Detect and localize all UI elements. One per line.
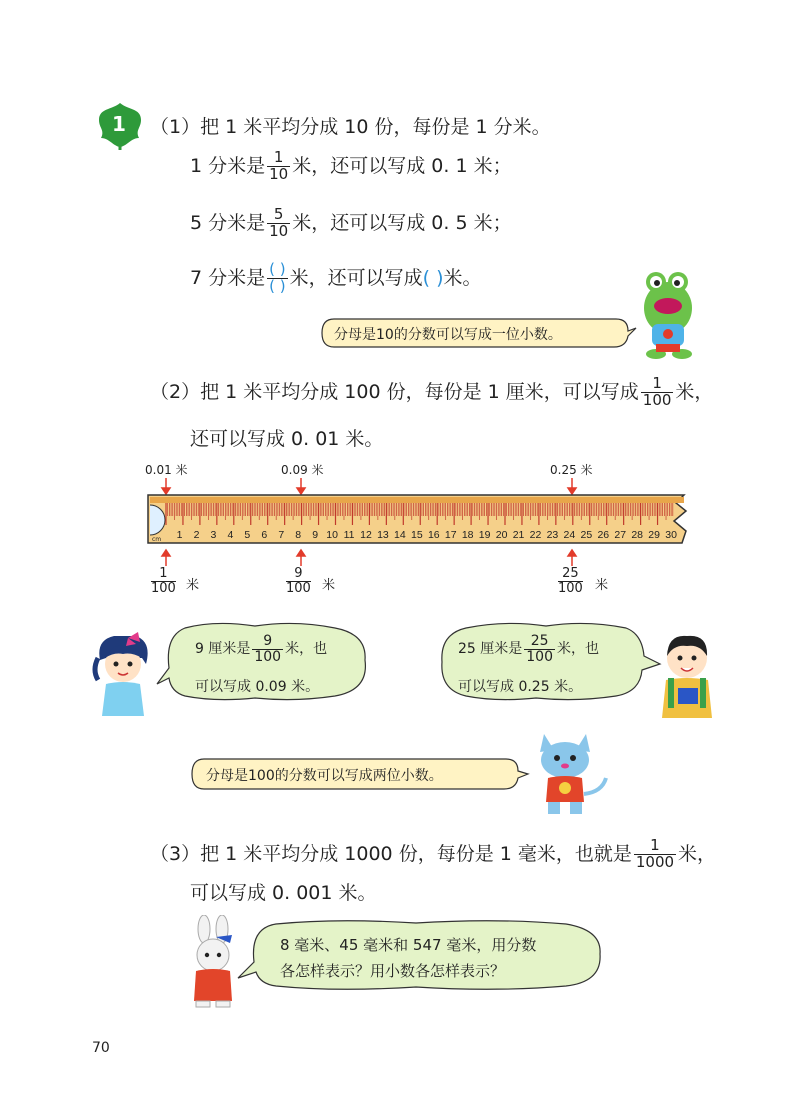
fraction-numerator: 9 — [286, 567, 311, 582]
ruler-number: 29 — [648, 529, 660, 541]
ruler-number: 27 — [614, 529, 627, 541]
fraction-denominator: 10 — [269, 164, 289, 183]
boy-speech-bubble — [436, 622, 662, 702]
text-span: 7 分米是 — [190, 266, 266, 289]
frog-speech-bubble — [320, 318, 638, 348]
ruler-number: 21 — [512, 529, 525, 541]
fraction — [634, 838, 676, 871]
ruler-number: 3 — [210, 529, 217, 541]
girl-bubble-line1 — [195, 634, 327, 664]
ruler-top-label: 0.09 米 — [281, 463, 324, 477]
ruler-number: 7 — [278, 529, 285, 541]
ruler-number: 17 — [444, 529, 457, 541]
ruler-number: 8 — [295, 529, 302, 541]
blank-denominator[interactable]: ( ) — [269, 276, 286, 295]
page-number: 70 — [92, 1040, 110, 1056]
ruler-number: 24 — [563, 529, 576, 541]
ruler-number: 9 — [312, 529, 319, 541]
part1-line2 — [190, 150, 512, 183]
rabbit-bubble-line2: 各怎样表示？用小数各怎样表示？ — [280, 962, 506, 980]
unit-label: 米 — [595, 578, 609, 593]
leaf-badge — [95, 100, 145, 150]
fraction-numerator: 5 — [267, 207, 290, 224]
ruler-unit: cm — [152, 536, 162, 543]
fraction — [267, 150, 290, 183]
fraction — [252, 634, 283, 664]
ruler-bottom-fraction — [286, 567, 311, 595]
part2-line1 — [150, 376, 713, 409]
fraction — [641, 376, 674, 409]
ruler-number: 25 — [580, 529, 593, 541]
ruler-number: 20 — [495, 529, 508, 541]
ruler-top-label: 0.25 米 — [550, 463, 593, 477]
part3-line1 — [150, 838, 716, 871]
text-span: 米，还可以写成 0. 1 米； — [292, 154, 512, 177]
ruler-number: 22 — [529, 529, 542, 541]
frog-bubble-text: 分母是10的分数可以写成一位小数。 — [334, 327, 562, 343]
ruler-graphic — [146, 493, 696, 545]
cat-character — [530, 728, 610, 818]
part2-line2: 还可以写成 0. 01 米。 — [190, 428, 384, 450]
text-span: 米，还可以写成 — [289, 266, 423, 289]
fraction-denominator: 100 — [254, 648, 282, 665]
unit-label: 米 — [186, 578, 200, 593]
ruler-number: 5 — [244, 529, 251, 541]
ruler-number: 16 — [427, 529, 440, 541]
ruler-number: 18 — [461, 529, 474, 541]
badge-number: 1 — [112, 112, 126, 136]
part1-line1: （1）把 1 米平均分成 10 份，每份是 1 分米。 — [150, 116, 551, 138]
ruler-bottom-fraction — [558, 567, 583, 595]
text-span: 9 厘米是 — [195, 641, 251, 658]
text-span: 米，也 — [557, 641, 599, 658]
boy-bubble-line1 — [458, 634, 599, 664]
fraction-numerator: 1 — [641, 376, 674, 393]
ruler-top-label: 0.01 米 — [145, 463, 188, 477]
text-span: 1 分米是 — [190, 154, 266, 177]
fraction-numerator: 1 — [267, 150, 290, 167]
girl-character — [92, 630, 154, 718]
fraction-denominator: 100 — [151, 580, 176, 596]
fraction-numerator: 9 — [252, 634, 283, 650]
fraction-numerator: 1 — [151, 567, 176, 582]
ruler-bottom-fraction — [151, 567, 176, 595]
text-span: 25 厘米是 — [458, 641, 523, 658]
fraction-numerator: 25 — [558, 567, 583, 582]
fraction-numerator: 25 — [524, 634, 555, 650]
blank-numerator[interactable]: ( ) — [269, 260, 286, 278]
ruler-number: 14 — [394, 529, 406, 541]
fraction-numerator: 1 — [634, 838, 676, 855]
boy-character — [656, 628, 718, 720]
fraction — [267, 207, 290, 240]
ruler-number: 11 — [343, 529, 355, 541]
part1-line3 — [190, 207, 512, 240]
cat-speech-bubble — [190, 758, 530, 790]
ruler — [146, 493, 696, 545]
frog-character — [632, 268, 702, 363]
ruler-number: 15 — [411, 529, 423, 541]
fraction-denominator: 100 — [642, 390, 672, 409]
fraction-denominator: 100 — [558, 580, 583, 596]
answer-blank[interactable]: ( ) — [422, 266, 444, 289]
boy-bubble-line2: 可以写成 0.25 米。 — [458, 679, 583, 695]
ruler-number: 6 — [261, 529, 268, 541]
ruler-number: 10 — [326, 529, 338, 541]
fraction-denominator: 10 — [269, 221, 289, 240]
ruler-number: 23 — [546, 529, 559, 541]
ruler-number: 2 — [193, 529, 200, 541]
rabbit-speech-bubble — [236, 920, 606, 990]
ruler-number: 1 — [176, 529, 183, 541]
ruler-number: 19 — [478, 529, 491, 541]
rabbit-bubble-line1: 8 毫米、45 毫米和 547 毫米，用分数 — [280, 936, 537, 954]
text-span: 米， — [678, 842, 717, 865]
unit-label: 米 — [322, 578, 336, 593]
part1-line4 — [190, 262, 482, 295]
fraction-denominator: 100 — [286, 580, 311, 596]
fraction — [524, 634, 555, 664]
text-span: 米，还可以写成 0. 5 米； — [292, 211, 512, 234]
text-span: 米， — [675, 380, 714, 403]
ruler-number: 26 — [597, 529, 610, 541]
text-span: （2）把 1 米平均分成 100 份，每份是 1 厘米，可以写成 — [150, 380, 639, 403]
blank-fraction[interactable] — [267, 262, 287, 295]
text-span: 5 分米是 — [190, 211, 266, 234]
text-span: 米，也 — [285, 641, 328, 658]
ruler-number: 12 — [360, 529, 372, 541]
fraction-denominator: 1000 — [635, 852, 675, 871]
fraction-denominator: 100 — [526, 648, 553, 665]
ruler-number: 4 — [227, 529, 234, 541]
cat-bubble-text: 分母是100的分数可以写成两位小数。 — [206, 768, 443, 784]
part3-line2: 可以写成 0. 001 米。 — [190, 882, 377, 904]
text-span: （3）把 1 米平均分成 1000 份，每份是 1 毫米，也就是 — [150, 842, 632, 865]
ruler-number: 13 — [377, 529, 389, 541]
ruler-number: 30 — [665, 529, 677, 541]
girl-speech-bubble — [155, 622, 375, 702]
rabbit-character — [186, 915, 242, 1010]
girl-bubble-line2: 可以写成 0.09 米。 — [195, 679, 320, 695]
text-span: 米。 — [443, 266, 482, 289]
ruler-number: 28 — [631, 529, 644, 541]
